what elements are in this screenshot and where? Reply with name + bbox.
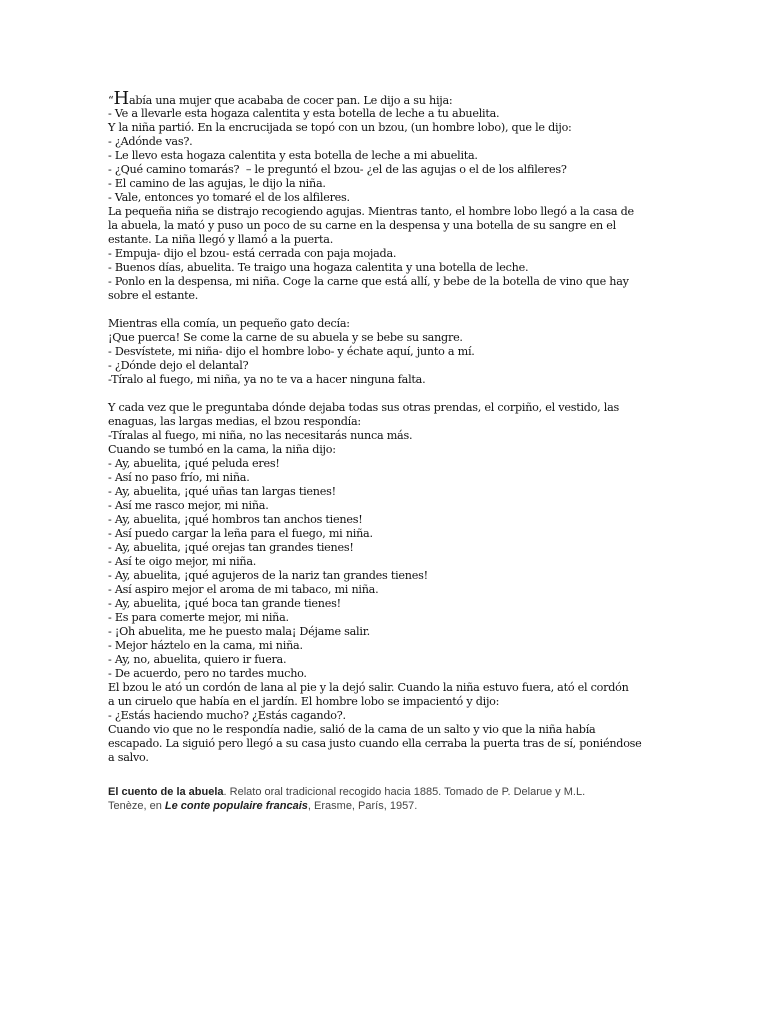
paragraph-3 <box>108 401 660 765</box>
story-first-line <box>108 88 660 109</box>
text-line: - Ponlo en la despensa, mi niña. Coge la carne que está allí, y bebe de la botella de vino que hay <box>108 275 629 288</box>
text-line: - ¿Adónde vas?. <box>108 135 193 148</box>
text-line: ¡Que puerca! Se come la carne de su abuela y se bebe su sangre. <box>108 331 463 344</box>
text-line: Cuando vio que no le respondía nadie, salió de la cama de un salto y vio que la niña había <box>108 723 596 736</box>
text-line: - ¿Qué camino tomarás? – le preguntó el bzou- ¿el de las agujas o el de los alfileres? <box>108 163 567 176</box>
text-line: - Así puedo cargar la leña para el fuego, mi niña. <box>108 527 373 540</box>
text-line: - Ay, abuelita, ¡qué peluda eres! <box>108 457 280 470</box>
citation <box>108 785 668 813</box>
text-line: - Ay, abuelita, ¡qué agujeros de la nariz tan grandes tienes! <box>108 569 428 582</box>
text-line: - Así me rasco mejor, mi niña. <box>108 499 269 512</box>
first-line-text: abía una mujer que acababa de cocer pan. Le dijo a su hija: <box>128 94 453 107</box>
story-text <box>108 88 660 765</box>
paragraph-2 <box>108 317 660 387</box>
text-line: - ¡Oh abuelita, me he puesto mala¡ Déjame salir. <box>108 625 370 638</box>
text-line: - Ay, abuelita, ¡qué hombros tan anchos tienes! <box>108 513 363 526</box>
text-line: - Ay, abuelita, ¡qué uñas tan largas tienes! <box>108 485 336 498</box>
text-line: a salvo. <box>108 751 149 764</box>
text-line: - Empuja- dijo el bzou- está cerrada con paja mojada. <box>108 247 397 260</box>
text-line: - Es para comerte mejor, mi niña. <box>108 611 289 624</box>
text-line: -Tíralas al fuego, mi niña, no las necesitarás nunca más. <box>108 429 413 442</box>
text-line: a un ciruelo que había en el jardín. El hombre lobo se impacientó y dijo: <box>108 695 500 708</box>
citation-book-title: Le conte populaire francais <box>164 800 308 812</box>
text-line: - Desvístete, mi niña- dijo el hombre lobo- y échate aquí, junto a mí. <box>108 345 475 358</box>
text-line: - Le llevo esta hogaza calentita y esta botella de leche a mi abuelita. <box>108 149 478 162</box>
text-line: escapado. La siguió pero llegó a su casa justo cuando ella cerraba la puerta tras de sí, poniéndose <box>108 737 642 750</box>
text-line: -Tíralo al fuego, mi niña, ya no te va a hacer ninguna falta. <box>108 373 426 386</box>
citation-title: El cuento de la abuela <box>108 786 224 798</box>
text-line: - Así no paso frío, mi niña. <box>108 471 250 484</box>
text-line: estante. La niña llegó y llamó a la puerta. <box>108 233 334 246</box>
citation-text-2: Tenèze, en <box>108 800 165 812</box>
paragraph-gap <box>108 303 660 317</box>
text-line: - Así aspiro mejor el aroma de mi tabaco, mi niña. <box>108 583 379 596</box>
text-line: Y cada vez que le preguntaba dónde dejaba todas sus otras prendas, el corpiño, el vestido, las <box>108 401 620 414</box>
text-line: - Buenos días, abuelita. Te traigo una hogaza calentita y una botella de leche. <box>108 261 529 274</box>
citation-text-3: , Erasme, París, 1957. <box>307 800 418 812</box>
drop-cap: H <box>113 88 129 109</box>
block-1-lines <box>108 107 660 303</box>
text-line: enaguas, las largas medias, el bzou respondía: <box>108 415 361 428</box>
text-line: La pequeña niña se distrajo recogiendo agujas. Mientras tanto, el hombre lobo llegó a la casa de <box>108 205 634 218</box>
paragraph-1 <box>108 88 660 303</box>
citation-line-2 <box>108 799 668 813</box>
text-line: Cuando se tumbó en la cama, la niña dijo: <box>108 443 336 456</box>
opening-quote: “ <box>108 94 114 107</box>
text-line: - Ay, no, abuelita, quiero ir fuera. <box>108 653 287 666</box>
text-line: - Mejor háztelo en la cama, mi niña. <box>108 639 303 652</box>
text-line: El bzou le ató un cordón de lana al pie y la dejó salir. Cuando la niña estuvo fuera, ató el cordón <box>108 681 629 694</box>
text-line: - ¿Dónde dejo el delantal? <box>108 359 249 372</box>
text-line: - Ve a llevarle esta hogaza calentita y esta botella de leche a tu abuelita. <box>108 107 500 120</box>
text-line: - El camino de las agujas, le dijo la niña. <box>108 177 326 190</box>
text-line: - Así te oigo mejor, mi niña. <box>108 555 257 568</box>
text-line: - Ay, abuelita, ¡qué boca tan grande tienes! <box>108 597 341 610</box>
text-line: la abuela, la mató y puso un poco de su carne en la despensa y una botella de su sangre en el <box>108 219 616 232</box>
text-line: Mientras ella comía, un pequeño gato decía: <box>108 317 350 330</box>
text-line: - ¿Estás haciendo mucho? ¿Estás cagando?. <box>108 709 346 722</box>
paragraph-gap <box>108 387 660 401</box>
text-line: sobre el estante. <box>108 289 199 302</box>
text-line: - Vale, entonces yo tomaré el de los alfileres. <box>108 191 350 204</box>
citation-text-1: . Relato oral tradicional recogido hacia 1885. Tomado de P. Delarue y M.L. <box>223 786 586 798</box>
text-line: - Ay, abuelita, ¡qué orejas tan grandes tienes! <box>108 541 354 554</box>
text-line: Y la niña partió. En la encrucijada se topó con un bzou, (un hombre lobo), que le dijo: <box>108 121 572 134</box>
text-line: - De acuerdo, pero no tardes mucho. <box>108 667 307 680</box>
citation-line-1 <box>108 785 668 799</box>
